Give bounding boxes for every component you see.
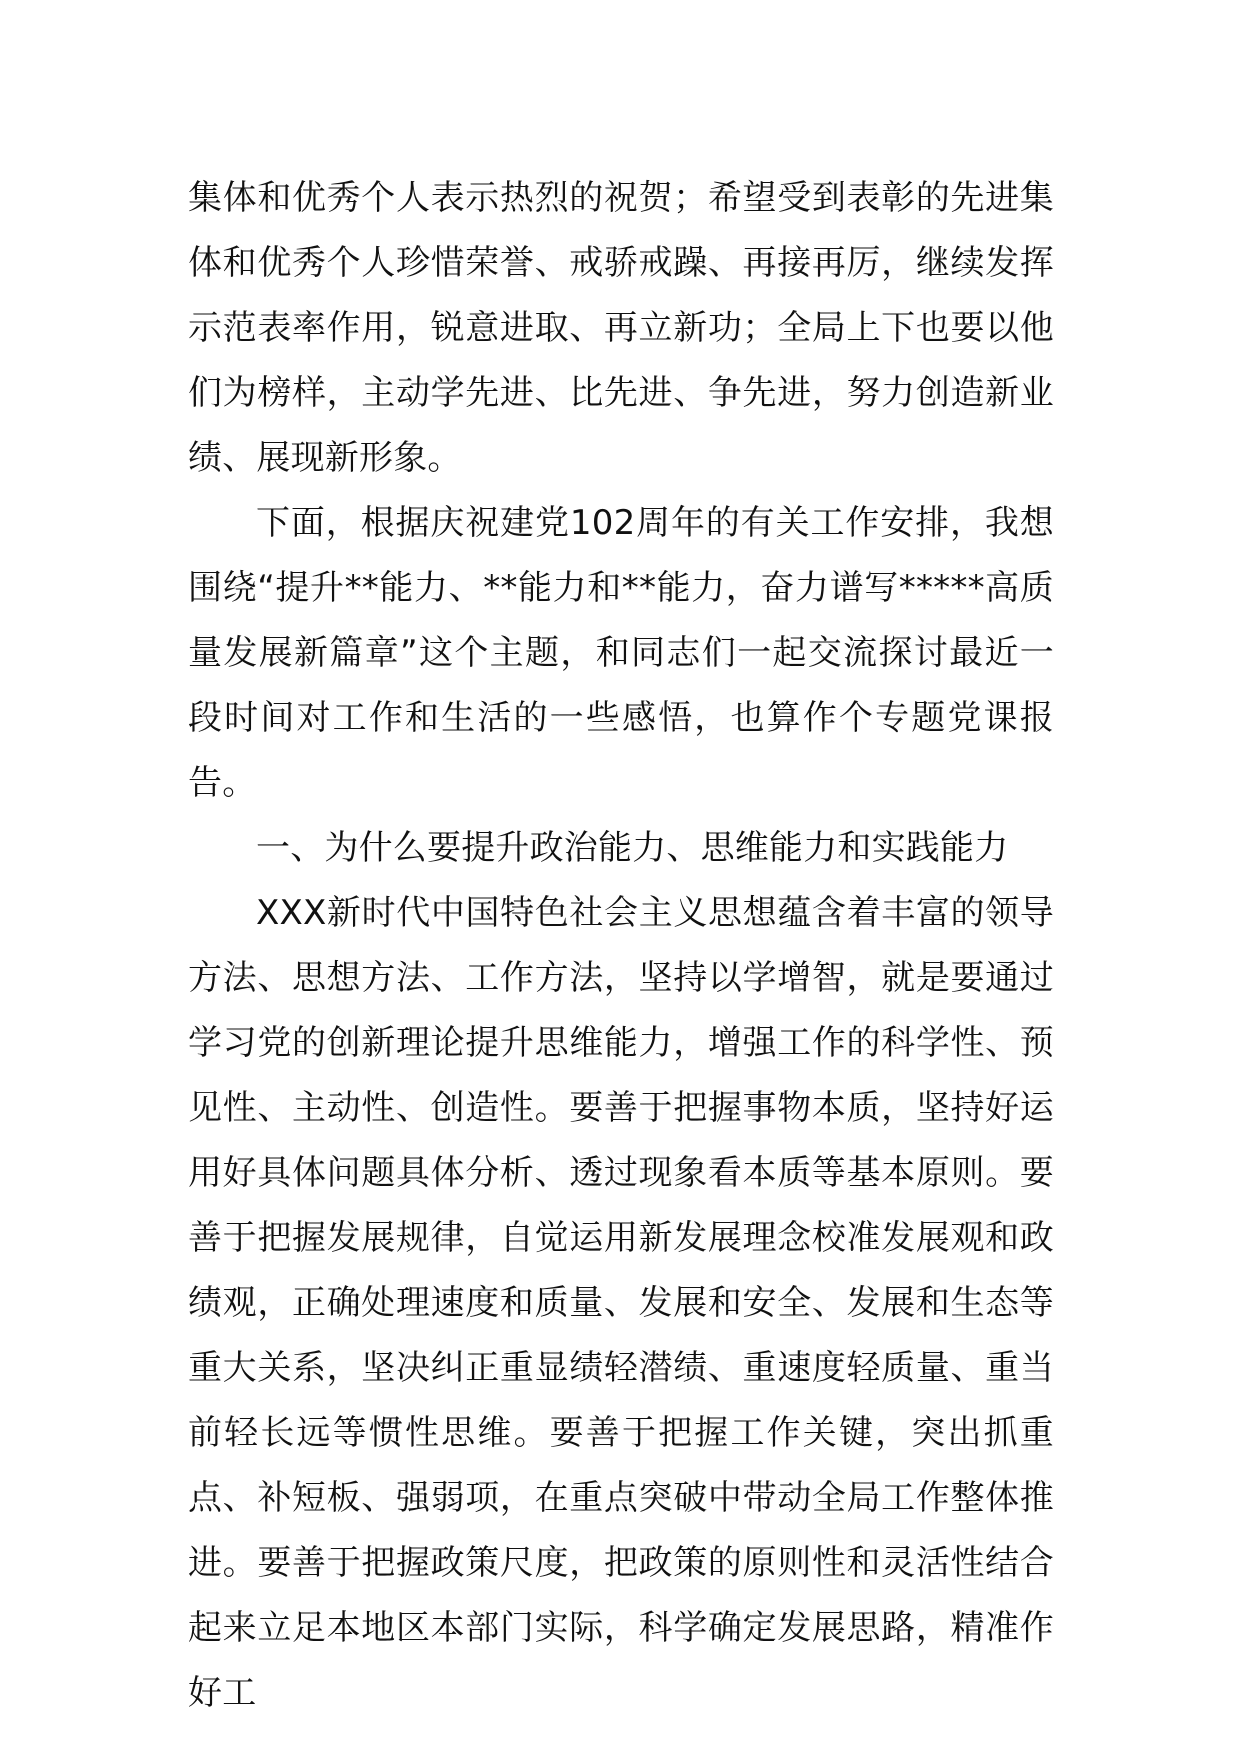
paragraph-introduction: 下面，根据庆祝建党102周年的有关工作安排，我想围绕“提升**能力、**能力和**能力，奋力谱写*****高质量发展新篇章”这个主题，和同志们一起交流探讨最近一段时间对工作和生活的一些感悟，也算作个专题党课报告。: [188, 503, 1054, 803]
document-body: [188, 166, 1054, 1726]
paragraph-continued: 集体和优秀个人表示热烈的祝贺；希望受到表彰的先进集体和优秀个人珍惜荣誉、戒骄戒躁、再接再厉，继续发挥示范表率作用，锐意进取、再立新功；全局上下也要以他们为榜样，主动学先进、比先进、争先进，努力创造新业绩、展现新形象。: [188, 178, 1054, 478]
paragraph-body: XXX新时代中国特色社会主义思想蕴含着丰富的领导方法、思想方法、工作方法，坚持以学增智，就是要通过学习党的创新理论提升思维能力，增强工作的科学性、预见性、主动性、创造性。要善于把握事物本质，坚持好运用好具体问题具体分析、透过现象看本质等基本原则。要善于把握发展规律，自觉运用新发展理念校准发展观和政绩观，正确处理速度和质量、发展和安全、发展和生态等重大关系，坚决纠正重显绩轻潜绩、重速度轻质量、重当前轻长远等惯性思维。要善于把握工作关键，突出抓重点、补短板、强弱项，在重点突破中带动全局工作整体推进。要善于把握政策尺度，把政策的原则性和灵活性结合起来立足本地区本部门实际，科学确定发展思路，精准作好工: [188, 893, 1054, 1713]
section-heading: 一、为什么要提升政治能力、思维能力和实践能力: [256, 828, 1009, 868]
